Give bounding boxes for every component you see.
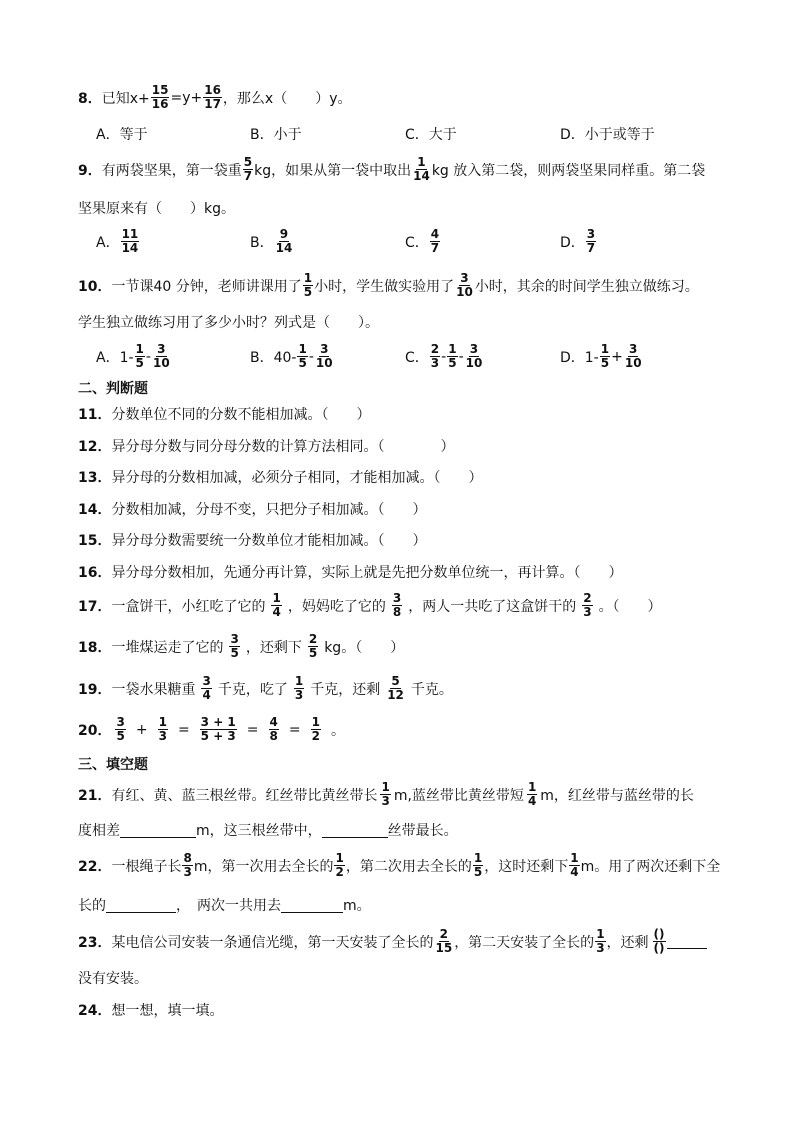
q8-text: 已知x+: [101, 90, 150, 107]
question-21: 21． 有红、黄、蓝三根丝带。红丝带比黄丝带长 $\frac{1}{3}$ m,蓝丝带比黄丝带短 $\frac{1}{4}$ m，红丝带与蓝丝带的长: [78, 780, 694, 808]
q22-line2: 长的 ， 两次一共用去 m。: [78, 898, 371, 914]
question-22: 22． 一根绳子长 $\frac{8}{3}$ m，第一次用去全长的 $\frac{1}{2}$ ，第二次用去全长的 $\frac{1}{5}$ ，这时还剩下 $\frac{1}{4}$ m。用了两次还剩下全: [78, 851, 721, 879]
question-14: 14． 分数相加减，分母不变，只把分子相加减。（ ）: [78, 502, 427, 518]
q8-option-d[interactable]: D．小于或等于: [560, 127, 655, 143]
fraction: $\frac{1}{5}$: [303, 271, 313, 299]
q9-text: kg，如果从第一袋中取出: [254, 162, 412, 179]
question-19: 19． 一袋水果糖重 $\frac{3}{4}$ 千克，吃了 $\frac{1}{3}$ 千克，还剩 $\frac{5}{12}$ 千克。: [78, 674, 453, 702]
question-15: 15． 异分母分数需要统一分数单位才能相加减。（ ）: [78, 533, 427, 549]
question-9: [78, 156, 724, 183]
question-24: 24． 想一想，填一填。: [78, 1003, 224, 1019]
question-number: 10．: [78, 278, 112, 295]
question-20: 20． $\frac{3}{5}$ + $\frac{1}{3}$ = $\frac{3 + 1}{5 + 3}$ = $\frac{4}{8}$ = $\frac{1}{2}$ 。: [78, 715, 345, 743]
q10-option-a[interactable]: A．1- $\frac{1}{5}$ - $\frac{3}{10}$: [96, 342, 170, 370]
answer-blank[interactable]: [281, 898, 343, 913]
fraction: $\frac{1}{14}$: [413, 155, 430, 183]
q9-line2: 坚果原来有（ ）kg。: [78, 201, 235, 217]
question-23: 23． 某电信公司安装一条通信光缆，第一天安装了全长的 $\frac{2}{15}$ ，第二天安装了全长的 $\frac{1}{3}$ ，还剩 $\frac{()}{()}$: [78, 928, 724, 955]
fraction: $\frac{15}{16}$: [151, 83, 169, 111]
question-13: 13． 异分母的分数相加减，必须分子相同，才能相加减。（ ）: [78, 470, 483, 486]
answer-blank[interactable]: [106, 898, 176, 913]
q10-text: 小时，学生做实验用了: [314, 278, 455, 295]
question-17: 17． 一盒饼干，小红吃了它的 $\frac{1}{4}$ ，妈妈吃了它的 $\frac{3}{8}$ ，两人一共吃了这盒饼干的 $\frac{2}{3}$ 。（ ）: [78, 591, 662, 619]
q10-option-b[interactable]: B．40- $\frac{1}{5}$ - $\frac{3}{10}$: [250, 342, 333, 370]
question-11: 11． 分数单位不同的分数不能相加减。（ ）: [78, 407, 371, 423]
q8-text: =y+: [170, 89, 203, 106]
q10-line2: 学生独立做练习用了多少小时？列式是（ ）。: [78, 315, 379, 331]
question-12: 12． 异分母分数与同分母分数的计算方法相同。（ ）: [78, 439, 455, 455]
question-10: [78, 272, 724, 299]
q10-text: 小时，其余的时间学生独立做练习。: [474, 278, 699, 295]
question-number: 8．: [78, 90, 102, 107]
fraction: $\frac{16}{17}$: [204, 83, 221, 111]
q8-text: ，那么x（ ）y。: [222, 90, 352, 107]
q9-option-d[interactable]: D． $\frac{3}{7}$: [560, 227, 596, 255]
question-8: [78, 84, 724, 111]
q9-option-a[interactable]: A． $\frac{11}{14}$: [96, 227, 139, 255]
q9-option-c[interactable]: C． $\frac{4}{7}$: [405, 227, 440, 255]
fraction: $\frac{3}{10}$: [456, 271, 473, 299]
question-16: 16． 异分母分数相加，先通分再计算，实际上就是先把分数单位统一，再计算。（ ）: [78, 565, 623, 581]
answer-blank[interactable]: [667, 934, 707, 949]
answer-blank[interactable]: [322, 823, 388, 838]
q21-line2: 度相差 m，这三根丝带中， 丝带最长。: [78, 823, 458, 839]
q10-option-d[interactable]: D．1- $\frac{1}{5}$ + $\frac{3}{10}$: [560, 342, 642, 370]
q8-option-c[interactable]: C．大于: [405, 127, 457, 143]
q23-line2: 没有安装。: [78, 971, 148, 987]
q8-option-a[interactable]: A．等于: [96, 127, 148, 143]
question-number: 9．: [78, 162, 102, 179]
q10-option-c[interactable]: C． $\frac{2}{3}$ - $\frac{1}{5}$ - $\frac{3}{10}$: [405, 342, 483, 370]
q8-option-b[interactable]: B．小于: [250, 127, 302, 143]
answer-blank[interactable]: [120, 823, 196, 838]
q9-text: kg 放入第二袋，则两袋坚果同样重。第二袋: [431, 162, 706, 179]
question-18: 18． 一堆煤运走了它的 $\frac{3}{5}$ ，还剩下 $\frac{2}{5}$ kg。（ ）: [78, 632, 405, 660]
section-title-judge: 二、判断题: [78, 381, 148, 397]
section-title-fill: 三、填空题: [78, 757, 148, 773]
q9-text: 有两袋坚果，第一袋重: [101, 162, 242, 179]
q10-text: 一节课40 分钟，老师讲课用了: [111, 278, 302, 295]
q9-option-b[interactable]: B． $\frac{9}{14}$: [250, 227, 293, 255]
fraction: $\frac{5}{7}$: [243, 155, 253, 183]
